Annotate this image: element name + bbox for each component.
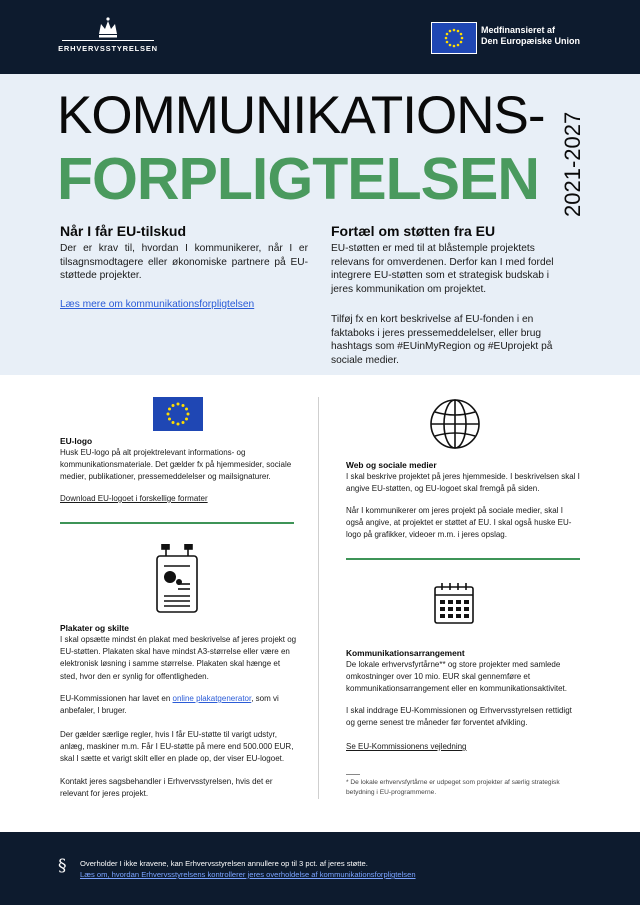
eu-logo-heading: EU-logo (60, 436, 93, 446)
crown-icon (96, 16, 120, 40)
right-body1: EU-støtten er med til at blåstemple projektets relevans for omverdenen. Derfor kan I med fordel integrere EU-støtten som et strategisk budskab i jeres kommunikation om projektet. (331, 243, 554, 295)
plakatgenerator-link[interactable]: online plakatgenerator (172, 694, 252, 703)
event-body1: De lokale erhvervsfyrtårne** og store projekter med samlede omkostninger over 10 mio. EUR skal gennemføre et kommunikationsarrangement eller en kommunikationsaktivitet. (346, 660, 567, 694)
web-body1: I skal beskrive projektet på jeres hjemmeside. I beskrivelsen skal I angive EU-støtten, og EU-logoet skal fremgå på siden. (346, 472, 580, 494)
eu-badge-line1: Medfinansieret af (481, 25, 556, 35)
right-body2: Tilføj fx en kort beskrivelse af EU-fonden i en faktaboks i jeres pressemeddelelser, eller brug hashtags som #EUinMyRegion og #EUprojekt på sociale medier. (331, 314, 553, 366)
posters-body2 (60, 693, 298, 717)
eu-logo-download-link[interactable]: Download EU-logoet i forskellige formater (60, 494, 208, 503)
globe-icon (429, 398, 481, 450)
posters-body3: Der gælder særlige regler, hvis I får EU-støtte til varigt udstyr, anlæg, maskiner m.m. Får I EU-støtte på mere end 500.000 EUR, skal I sætte et varigt skilt eller en plade op, der viser EU-logoet. (60, 730, 294, 764)
years-label: 2021-2027 (560, 111, 585, 217)
right-heading: Fortæl om støtten fra EU (331, 223, 496, 239)
eu-badge-line2: Den Europæiske Union (481, 36, 581, 46)
agency-name: ERHVERVSSTYRELSEN (58, 44, 158, 53)
calendar-icon (434, 582, 474, 624)
left-body: Der er krav til, hvordan I kommunikerer, når I er tilsagnsmodtagere eller økonomiske partnere på EU-støttede projekter. (60, 243, 308, 281)
event-heading: Kommunikationsarrangement (346, 648, 465, 658)
logo-rule (62, 40, 154, 41)
footnote-rule (346, 774, 360, 775)
posters-body2-post: , som vi anbefaler, I bruger. (60, 694, 279, 716)
footer-line1: Overholder I ikke kravene, kan Erhvervsstyrelsen annullere op til 3 pct. af jeres støtte. (80, 859, 368, 868)
erhvervsstyrelsen-logo (58, 14, 158, 60)
web-heading: Web og sociale medier (346, 460, 437, 470)
green-divider (60, 522, 294, 524)
left-link[interactable]: Læs mere om kommunikationsforpligtelsen (60, 299, 255, 310)
paragraph-icon: § (58, 856, 67, 876)
event-guide-link[interactable]: Se EU-Kommissionens vejledning (346, 742, 467, 751)
column-divider (318, 397, 319, 799)
posters-heading: Plakater og skilte (60, 623, 129, 633)
left-heading: Når I får EU-tilskud (60, 223, 187, 239)
posters-body4: Kontakt jeres sagsbehandler i Erhvervsstyrelsen, hvis det er relevant for jeres projekt. (60, 777, 273, 799)
event-body2: I skal inddrage EU-Kommissionen og Erhvervsstyrelsen rettidigt og gerne senest tre måneder før forventet afvikling. (346, 706, 572, 728)
eu-cofunded-label (481, 25, 601, 47)
web-body2: Når I kommunikerer om jeres projekt på sociale medier, skal I også angive, at projektet er støttet af EU. I skal også huske EU-logo på grafikker, videoer m.m. i jeres opslag. (346, 506, 572, 540)
eu-logo-body: Husk EU-logo på alt projektrelevant informations- og kommunikationsmateriale. Det gælder fx på hjemmesider, sociale medier, publikationer, pressemeddelelser og mailsignaturer. (60, 448, 292, 482)
poster-icon (150, 544, 204, 614)
green-divider-right (346, 558, 580, 560)
eu-logo-icon (153, 397, 203, 431)
posters-body1: I skal opsætte mindst én plakat med beskrivelse af jeres projekt og EU-støtten. Plakaten skal have mindst A3-størrelse eller være en elektronisk løsning i samme størrelse. Plakaten skal hænge et sted, hvor den er synlig for offentligheden. (60, 635, 297, 681)
footer-text (80, 858, 416, 880)
title-line1: KOMMUNIKATIONS- (57, 86, 545, 145)
footer-control-link[interactable]: Læs om, hvordan Erhvervsstyrelsens kontrollerer jeres overholdelse af kommunikationsforpligtelsen (80, 870, 416, 879)
event-footnote: * De lokale erhvervsfyrtårne er udpeget som projekter af særlig strategisk betydning i EU-programmerne. (346, 779, 560, 796)
posters-body2-pre: EU-Kommissionen har lavet en (60, 694, 173, 703)
eu-flag-icon (431, 22, 477, 54)
title-line2: FORPLIGTELSEN (57, 146, 539, 212)
eu-stars-icon (432, 23, 476, 53)
